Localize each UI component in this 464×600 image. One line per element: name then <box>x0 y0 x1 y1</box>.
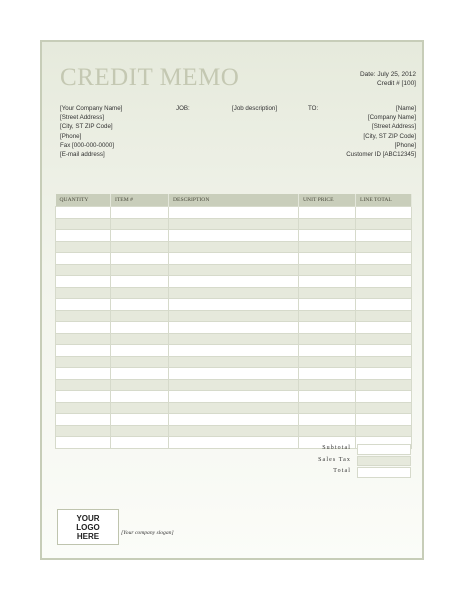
description-cell[interactable] <box>169 218 299 230</box>
description-cell[interactable] <box>169 414 299 426</box>
table-row <box>56 230 412 242</box>
sender-company: [Your Company Name] <box>60 105 123 112</box>
table-row <box>56 276 412 288</box>
job-label: JOB: <box>176 105 190 112</box>
unit-price-cell[interactable] <box>299 230 356 242</box>
total-label: Total <box>333 468 351 474</box>
table-row <box>56 391 412 403</box>
line-total-cell[interactable] <box>356 414 412 426</box>
customer-id: Customer ID [ABC12345] <box>346 151 416 159</box>
unit-price-cell[interactable] <box>299 253 356 265</box>
sender-street: [Street Address] <box>60 114 105 122</box>
item-number-cell[interactable] <box>111 287 169 299</box>
unit-price-cell[interactable] <box>299 402 356 414</box>
line-items-table <box>55 194 412 449</box>
unit-price-cell[interactable] <box>299 368 356 380</box>
unit-price-cell[interactable] <box>299 414 356 426</box>
recipient-city: [City, ST ZIP Code] <box>363 132 416 140</box>
unit-price-cell[interactable] <box>299 345 356 357</box>
quantity-cell[interactable] <box>56 230 111 242</box>
table-row <box>56 264 412 276</box>
line-total-cell[interactable] <box>356 333 412 345</box>
item-number-cell[interactable] <box>111 299 169 311</box>
description-cell[interactable] <box>169 310 299 322</box>
unit-price-cell[interactable] <box>299 356 356 368</box>
subtotal-row <box>55 444 411 456</box>
table-row <box>56 207 412 219</box>
quantity-cell[interactable] <box>56 253 111 265</box>
unit-price-cell[interactable] <box>299 379 356 391</box>
table-row <box>56 402 412 414</box>
description-cell[interactable] <box>169 207 299 219</box>
line-total-cell[interactable] <box>356 264 412 276</box>
unit-price-cell[interactable] <box>299 310 356 322</box>
description-cell[interactable] <box>169 241 299 253</box>
item-number-cell[interactable] <box>111 345 169 357</box>
table-row <box>56 414 412 426</box>
line-total-cell[interactable] <box>356 402 412 414</box>
unit-price-cell[interactable] <box>299 276 356 288</box>
total-row <box>55 467 411 479</box>
table-row <box>56 299 412 311</box>
item-number-cell[interactable] <box>111 368 169 380</box>
sender-city: [City, ST ZIP Code] <box>60 123 113 131</box>
recipient-address <box>346 104 416 159</box>
quantity-cell[interactable] <box>56 391 111 403</box>
item-number-cell[interactable] <box>111 310 169 322</box>
sales-tax-label: Sales Tax <box>318 456 351 463</box>
item-number-cell[interactable] <box>111 276 169 288</box>
quantity-cell[interactable] <box>56 241 111 253</box>
subtotal-value-cell[interactable] <box>357 444 411 455</box>
column-header-line-total: LINE TOTAL <box>356 194 412 207</box>
description-cell[interactable] <box>169 425 299 437</box>
item-number-cell[interactable] <box>111 253 169 265</box>
description-cell[interactable] <box>169 230 299 242</box>
line-total-cell[interactable] <box>356 368 412 380</box>
recipient-name: [Name] <box>396 105 416 112</box>
item-number-cell[interactable] <box>111 414 169 426</box>
description-cell[interactable] <box>169 264 299 276</box>
date-block <box>360 70 416 88</box>
unit-price-cell[interactable] <box>299 425 356 437</box>
unit-price-cell[interactable] <box>299 322 356 334</box>
table-header-row <box>56 194 412 207</box>
job-description: [Job description] <box>232 105 278 112</box>
credit-number: Credit # [100] <box>376 80 416 87</box>
company-slogan: [Your company slogan] <box>121 530 174 536</box>
column-header-description: DESCRIPTION <box>169 194 299 207</box>
description-cell[interactable] <box>169 391 299 403</box>
item-number-cell[interactable] <box>111 356 169 368</box>
memo-date: Date: July 25, 2012 <box>359 71 416 78</box>
line-total-cell[interactable] <box>356 253 412 265</box>
credit-memo-sheet <box>40 40 424 560</box>
line-total-cell[interactable] <box>356 299 412 311</box>
item-number-cell[interactable] <box>111 333 169 345</box>
line-total-cell[interactable] <box>356 230 412 242</box>
description-cell[interactable] <box>169 379 299 391</box>
table-row <box>56 333 412 345</box>
company-logo-placeholder <box>57 509 119 545</box>
table-row <box>56 322 412 334</box>
item-number-cell[interactable] <box>111 230 169 242</box>
quantity-cell[interactable] <box>56 299 111 311</box>
quantity-cell[interactable] <box>56 356 111 368</box>
sender-fax: Fax [000-000-0000] <box>60 141 115 149</box>
description-cell[interactable] <box>169 253 299 265</box>
description-cell[interactable] <box>169 322 299 334</box>
table-row <box>56 425 412 437</box>
line-total-cell[interactable] <box>356 287 412 299</box>
table-row <box>56 345 412 357</box>
sales-tax-row <box>55 456 411 468</box>
table-row <box>56 287 412 299</box>
item-number-cell[interactable] <box>111 207 169 219</box>
description-cell[interactable] <box>169 276 299 288</box>
unit-price-cell[interactable] <box>299 287 356 299</box>
description-cell[interactable] <box>169 402 299 414</box>
unit-price-cell[interactable] <box>299 241 356 253</box>
line-total-cell[interactable] <box>356 241 412 253</box>
line-total-cell[interactable] <box>356 276 412 288</box>
table-row <box>56 253 412 265</box>
quantity-cell[interactable] <box>56 333 111 345</box>
logo-text: YOUR LOGO HERE <box>76 513 100 541</box>
item-number-cell[interactable] <box>111 391 169 403</box>
unit-price-cell[interactable] <box>299 333 356 345</box>
line-total-cell[interactable] <box>356 379 412 391</box>
column-header-quantity: QUANTITY <box>56 194 111 207</box>
table-row <box>56 379 412 391</box>
line-total-cell[interactable] <box>356 207 412 219</box>
item-number-cell[interactable] <box>111 264 169 276</box>
quantity-cell[interactable] <box>56 368 111 380</box>
line-total-cell[interactable] <box>356 391 412 403</box>
table-row <box>56 218 412 230</box>
column-header-unit-price: UNIT PRICE <box>299 194 356 207</box>
sender-phone: [Phone] <box>60 132 82 140</box>
description-cell[interactable] <box>169 333 299 345</box>
quantity-cell[interactable] <box>56 322 111 334</box>
table-row <box>56 368 412 380</box>
recipient-street: [Street Address] <box>371 123 416 131</box>
item-number-cell[interactable] <box>111 218 169 230</box>
quantity-cell[interactable] <box>56 379 111 391</box>
unit-price-cell[interactable] <box>299 218 356 230</box>
line-total-cell[interactable] <box>356 310 412 322</box>
line-items-body <box>56 207 412 449</box>
quantity-cell[interactable] <box>56 345 111 357</box>
unit-price-cell[interactable] <box>299 299 356 311</box>
column-header-item-number: ITEM # <box>111 194 169 207</box>
table-row <box>56 310 412 322</box>
sender-email: [E-mail address] <box>60 151 105 159</box>
description-cell[interactable] <box>169 299 299 311</box>
totals-section <box>55 444 411 479</box>
quantity-cell[interactable] <box>56 287 111 299</box>
line-total-cell[interactable] <box>356 218 412 230</box>
item-number-cell[interactable] <box>111 402 169 414</box>
unit-price-cell[interactable] <box>299 207 356 219</box>
line-total-cell[interactable] <box>356 322 412 334</box>
table-row <box>56 241 412 253</box>
sales-tax-value-cell[interactable] <box>357 456 411 467</box>
sender-address <box>60 104 122 159</box>
quantity-cell[interactable] <box>56 310 111 322</box>
description-cell[interactable] <box>169 287 299 299</box>
unit-price-cell[interactable] <box>299 264 356 276</box>
to-label: TO: <box>308 105 319 112</box>
quantity-cell[interactable] <box>56 207 111 219</box>
description-cell[interactable] <box>169 345 299 357</box>
quantity-cell[interactable] <box>56 425 111 437</box>
recipient-phone: [Phone] <box>394 141 416 149</box>
unit-price-cell[interactable] <box>299 391 356 403</box>
line-total-cell[interactable] <box>356 425 412 437</box>
memo-title: CREDIT MEMO <box>60 64 240 91</box>
description-cell[interactable] <box>169 368 299 380</box>
item-number-cell[interactable] <box>111 241 169 253</box>
description-cell[interactable] <box>169 356 299 368</box>
table-row <box>56 356 412 368</box>
item-number-cell[interactable] <box>111 379 169 391</box>
recipient-company: [Company Name] <box>367 114 416 122</box>
subtotal-label: Subtotal <box>322 445 351 451</box>
total-value-cell[interactable] <box>357 467 411 478</box>
quantity-cell[interactable] <box>56 276 111 288</box>
quantity-cell[interactable] <box>56 402 111 414</box>
quantity-cell[interactable] <box>56 414 111 426</box>
quantity-cell[interactable] <box>56 218 111 230</box>
line-total-cell[interactable] <box>356 356 412 368</box>
quantity-cell[interactable] <box>56 264 111 276</box>
item-number-cell[interactable] <box>111 425 169 437</box>
item-number-cell[interactable] <box>111 322 169 334</box>
line-total-cell[interactable] <box>356 345 412 357</box>
